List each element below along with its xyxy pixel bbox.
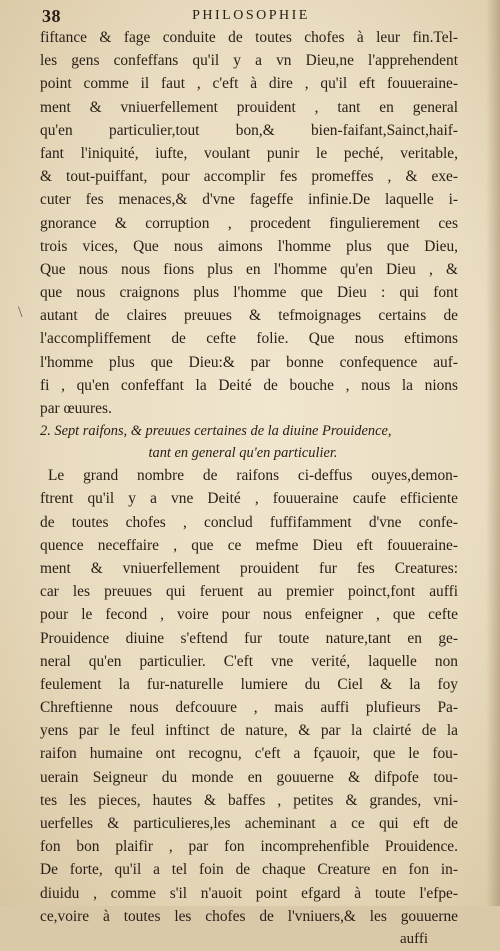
- text-line: l'homme plus que Dieu:& par bonne confequence auf-: [40, 353, 458, 371]
- running-title: PHILOSOPHIE: [192, 8, 310, 23]
- text-line: autant de claires preuues & tefmoignages certains de: [40, 307, 458, 325]
- text-line: par œuures.: [40, 400, 112, 417]
- text-line: que nous craignons plus l'homme que Dieu : qui font: [40, 284, 458, 302]
- text-line: fi , qu'en confeffant la Deité de bouche , nous la nions: [40, 376, 458, 394]
- page-number: 38: [42, 6, 61, 26]
- text-line: gnorance & corruption , procedent fingulierement ces: [40, 214, 458, 232]
- text-line: neral qu'en particulier. C'eft vne verité, laquelle non: [40, 652, 458, 670]
- text-line: trois vices, Que nous aimons l'homme plus que Dieu,: [40, 237, 458, 255]
- page-header: [42, 6, 460, 28]
- text-line: tes les pieces, hautes & baffes , petites & grandes, vni-: [40, 791, 458, 809]
- text-line: ment & vniuerfellement prouident , tant en general: [40, 98, 458, 116]
- text-line: Prouidence diuine s'eftend fur toute nature,tant en ge-: [40, 629, 458, 647]
- margin-mark: \: [18, 304, 23, 321]
- text-line: diuidu , comme s'il n'auoit point efgard à toute l'efpe-: [40, 884, 458, 902]
- text-line: ment & vniuerfellement prouident fur fes Creatures:: [40, 559, 458, 577]
- page-gutter-shadow: [486, 0, 500, 906]
- text-line: feulement la fur-naturelle lumiere du Ciel & la foy: [40, 675, 458, 693]
- section-heading-line-1: 2. Sept raifons, & preuues certaines de la diuine Prouidence,: [40, 423, 392, 440]
- section-heading-line-2: tant en general qu'en particulier.: [148, 445, 338, 462]
- text-line: ce,voire à toutes les chofes de l'vniuers,& les gouuerne: [40, 907, 458, 925]
- catchword: auffi: [399, 930, 428, 947]
- text-line: les gens confeffans qu'il y a vn Dieu,ne l'apprehendent: [40, 52, 458, 70]
- text-line: point comme il faut , c'eft à dire , qu'il eft fouueraine-: [40, 75, 458, 93]
- text-line: car les preuues qui feruent au premier poinct,font auffi: [40, 583, 458, 601]
- text-line: ftrent qu'il y a vne Deité , fouueraine caufe efficiente: [40, 490, 458, 508]
- text-line: Chreftienne nous defcouure , mais auffi plufieurs Pa-: [40, 699, 458, 717]
- text-line: fon bon plaifir , par fon incomprehenfible Prouidence.: [40, 838, 458, 856]
- text-line: & tout-puiffant, pour accomplir fes promeffes , & exe-: [40, 168, 458, 186]
- text-line: qu'en particulier,tout bon,& bien-faifant,Sainct,haif-: [40, 121, 458, 139]
- text-line: cuter fes menaces,& d'vne fageffe infinie.De laquelle i-: [40, 191, 458, 209]
- text-line: de toutes chofes , conclud fuffifamment d'vne confe-: [40, 513, 458, 531]
- paragraph-2: [40, 464, 458, 928]
- text-line: yens par le feul inftinct de nature, & par la clairté de la: [40, 722, 458, 740]
- text-line: Le grand nombre de raifons ci-deffus ouyes,demon-: [48, 467, 458, 485]
- text-line: uerfelles & particulieres,les acheminant a ce qui eft de: [40, 815, 458, 832]
- text-line: pour le fecond , voire pour nous enfeigner , que cefte: [40, 606, 458, 624]
- text-line: raifon humaine ont recognu, c'eft a fçauoir, que le fou-: [40, 745, 458, 763]
- text-line: quence neceffaire , que ce mefme Dieu eft fouueraine-: [40, 536, 458, 554]
- text-line: Que nous nous fions plus en l'homme qu'en Dieu , &: [40, 260, 458, 278]
- body-text: [40, 26, 458, 951]
- text-line: l'accompliffement de cefte folie. Que nous eftimons: [40, 330, 458, 348]
- text-line: fant l'iniquité, iufte, voulant punir le peché, veritable,: [40, 144, 458, 162]
- text-line: De forte, qu'il a tel foin de chaque Creature en fon in-: [40, 861, 458, 879]
- text-line: fiftance & fage conduite de toutes chofes à leur fin.Tel-: [40, 29, 458, 46]
- paragraph-1: [40, 26, 458, 420]
- text-line: uerain Seigneur du monde en gouuerne & difpofe tou-: [40, 768, 458, 786]
